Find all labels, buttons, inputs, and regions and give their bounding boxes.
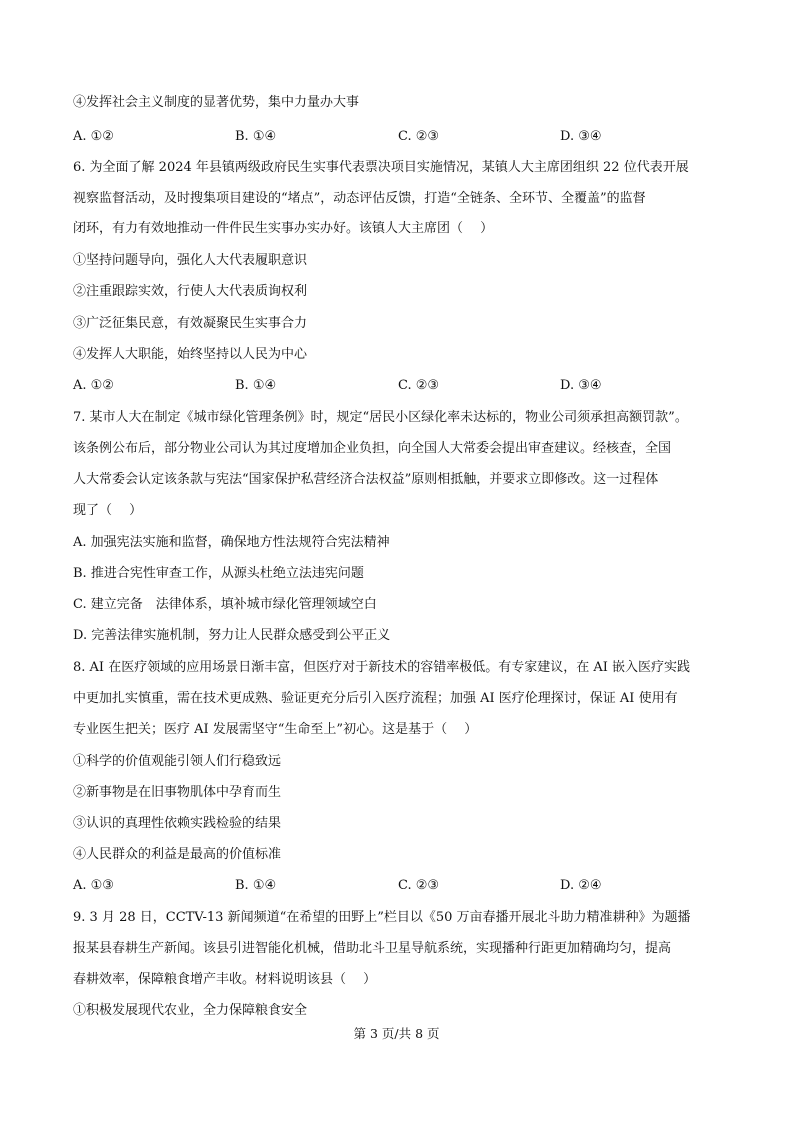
q5-option-b: B. ①④ [235, 129, 277, 144]
q6-statement-3: ③广泛征集民意，有效凝聚民生实事合力 [73, 316, 308, 331]
page-number-footer: 第 3 页/共 8 页 [353, 1026, 440, 1041]
q8-option-a: A. ①③ [73, 878, 114, 893]
q6-stem-line-3: 闭环，有力有效地推动一件件民生实事办实办好。该镇人大主席团（ ） [73, 221, 494, 236]
q7-option-d: D. 完善法律实施机制，努力让人民群众感受到公平正义 [73, 628, 391, 643]
q6-statement-4: ④发挥人大职能，始终坚持以人民为中心 [73, 347, 308, 362]
q8-statement-1: ①科学的价值观能引领人们行稳致远 [73, 754, 282, 769]
q6-option-a: A. ①② [73, 378, 114, 393]
q5-statement-4: ④发挥社会主义制度的显著优势，集中力量办大事 [73, 95, 360, 110]
q8-statement-3: ③认识的真理性依赖实践检验的结果 [73, 816, 282, 831]
q8-options [73, 877, 733, 895]
q8-statement-4: ④人民群众的利益是最高的价值标准 [73, 847, 282, 862]
q9-stem-line-2: 报某县春耕生产新闻。该县引进智能化机械，借助北斗卫星导航系统，实现播种行距更加精确均匀，提高 [73, 941, 672, 956]
q6-stem-line-1: 6. 为全面了解 2024 年县镇两级政府民生实事代表票决项目实施情况，某镇人大主席团组织 22 位代表开展 [73, 160, 689, 175]
q7-option-c: C. 建立完备 法律体系，填补城市绿化管理领域空白 [73, 597, 377, 612]
q8-stem-line-1: 8. AI 在医疗领域的应用场景日渐丰富，但医疗对于新技术的容错率极低。有专家建议，在 AI 嵌入医疗实践 [73, 660, 690, 675]
q5-options [73, 128, 733, 146]
q6-statement-1: ①坚持问题导向，强化人大代表履职意识 [73, 253, 308, 268]
q7-stem-line-3: 人大常委会认定该条款与宪法“国家保护私营经济合法权益”原则相抵触，并要求立即修改。这一过程体 [73, 472, 659, 487]
q7-stem-line-2: 该条例公布后，部分物业公司认为其过度增加企业负担，向全国人大常委会提出审查建议。经核查，全国 [73, 441, 672, 456]
q6-options [73, 377, 733, 395]
q9-statement-1: ①积极发展现代农业，全力保障粮食安全 [73, 1003, 308, 1018]
q6-option-d: D. ③④ [560, 378, 602, 393]
q7-stem-line-4: 现了（ ） [73, 503, 143, 518]
q8-stem-line-3: 专业医生把关；医疗 AI 发展需坚守“生命至上”初心。这是基于（ ） [73, 722, 478, 737]
q7-option-a: A. 加强宪法实施和监督，确保地方性法规符合宪法精神 [73, 535, 390, 550]
q8-statement-2: ②新事物是在旧事物肌体中孕育而生 [73, 785, 282, 800]
q8-option-b: B. ①④ [235, 878, 277, 893]
q6-statement-2: ②注重跟踪实效，行使人大代表质询权利 [73, 284, 308, 299]
q8-option-c: C. ②③ [398, 878, 440, 893]
q8-stem-line-2: 中更加扎实慎重，需在技术更成熟、验证更充分后引入医疗流程；加强 AI 医疗伦理探讨，保证 AI 使用有 [73, 691, 678, 706]
q9-stem-line-3: 春耕效率，保障粮食增产丰收。材料说明该县（ ） [73, 972, 377, 987]
q7-stem-line-1: 7. 某市人大在制定《城市绿化管理条例》时，规定“居民小区绿化率未达标的，物业公司须承担高额罚款”。 [73, 410, 688, 425]
q9-stem-line-1: 9. 3 月 28 日，CCTV-13 新闻频道“在希望的田野上”栏目以《50 万亩春播开展北斗助力精准耕种》为题播 [73, 910, 691, 925]
q8-option-d: D. ②④ [560, 878, 602, 893]
q5-option-a: A. ①② [73, 129, 114, 144]
q6-option-b: B. ①④ [235, 378, 277, 393]
q6-option-c: C. ②③ [398, 378, 440, 393]
q7-option-b: B. 推进合宪性审查工作，从源头杜绝立法违宪问题 [73, 566, 364, 581]
q6-stem-line-2: 视察监督活动，及时搜集项目建设的“堵点”，动态评估反馈，打造“全链条、全环节、全覆盖”的监督 [73, 191, 646, 206]
q5-option-d: D. ③④ [560, 129, 602, 144]
q5-option-c: C. ②③ [398, 129, 440, 144]
